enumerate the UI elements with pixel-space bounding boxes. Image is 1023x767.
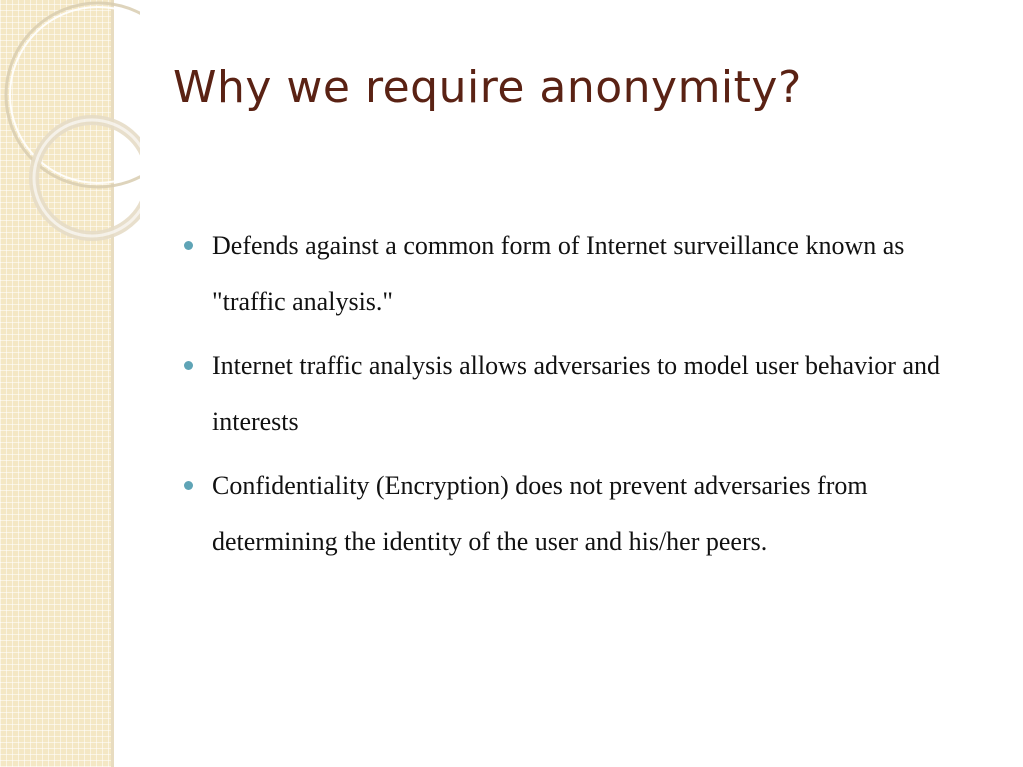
decorative-ring-large [6,3,140,187]
slide-title: Why we require anonymity? [173,62,802,113]
bullet-list [180,218,970,578]
bullet-icon [184,361,193,370]
decorative-rings [0,0,140,260]
bullet-item [180,338,970,450]
bullet-text: Confidentiality (Encryption) does not prevent adversaries from determining the identity of the user and his/her peers. [212,471,868,556]
bullet-item [180,458,970,570]
bullet-text: Defends against a common form of Internet surveillance known as "traffic analysis." [212,231,905,316]
bullet-item [180,218,970,330]
bullet-icon [184,481,193,490]
bullet-text: Internet traffic analysis allows adversaries to model user behavior and interests [212,351,940,436]
bullet-icon [184,241,193,250]
